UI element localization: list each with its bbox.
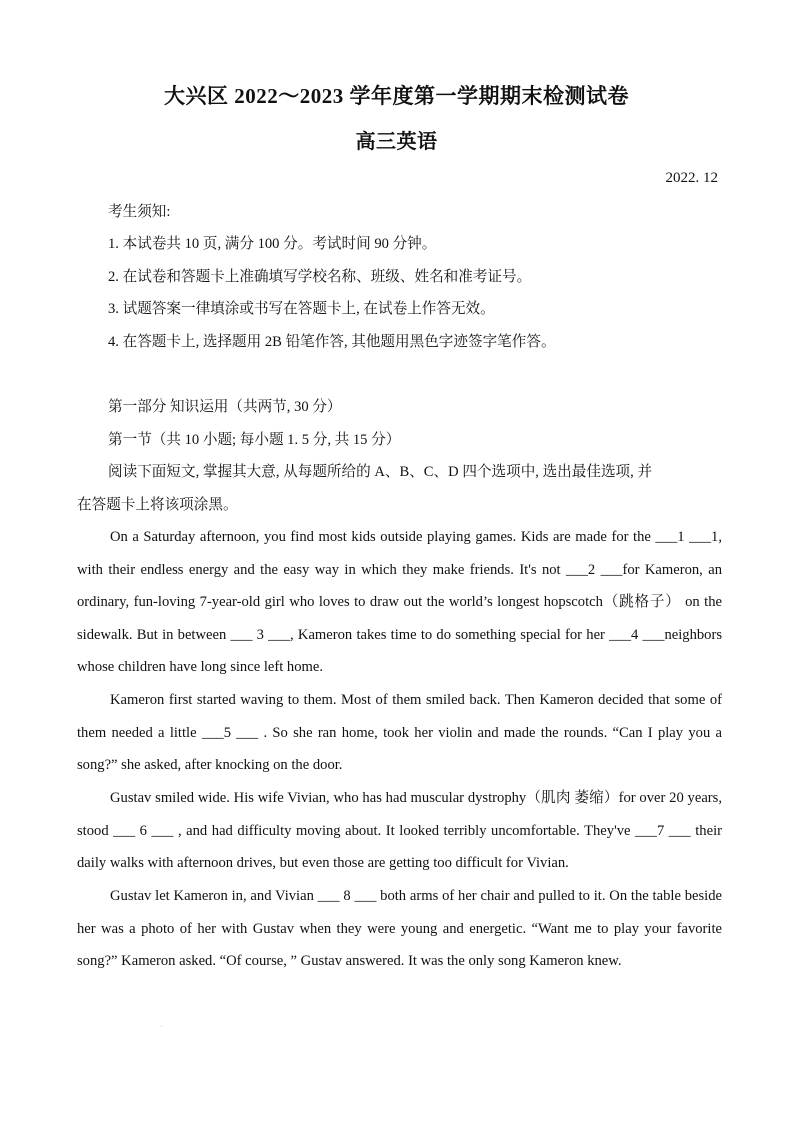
section-heading: 第一节（共 10 小题; 每小题 1. 5 分, 共 15 分） (108, 432, 401, 448)
passage-paragraph: On a Saturday afternoon, you find most kids outside playing games. Kids are made for the ___1 ___1, with their endless energy and the easy way in which they make friends. It's not ___2 ___for Kameron, an ordinary, fun-loving 7-year-old girl who loves to draw out the world’s longest hopscotch（跳格子） on the sidewalk. But in between ___ 3 ___, Kameron takes time to do something special for her ___4 ___neighbors whose children have long since left home. (77, 529, 722, 676)
exam-date: 2022. 12 (665, 170, 718, 186)
passage-paragraph: Gustav smiled wide. His wife Vivian, who has had muscular dystrophy（肌肉 萎缩）for over 20 years, stood ___ 6 ___ , and had difficulty moving about. It looked terribly uncomfortable. They've ___7 ___ their daily walks with afternoon drives, but even those are getting too difficult for Vivian. (77, 790, 722, 872)
exam-title: 大兴区 2022～2023 学年度第一学期期末检测试卷 (164, 84, 629, 108)
part-heading: 第一部分 知识运用（共两节, 30 分） (108, 399, 342, 415)
notice-item: 1. 本试卷共 10 页, 满分 100 分。考试时间 90 分钟。 (108, 236, 437, 252)
footer-mark: · (160, 1022, 163, 1031)
notice-item: 3. 试题答案一律填涂或书写在答题卡上, 在试卷上作答无效。 (108, 301, 495, 317)
notice-heading: 考生须知: (108, 204, 171, 220)
instruction-line: 阅读下面短文, 掌握其大意, 从每题所给的 A、B、C、D 四个选项中, 选出最佳选项, 并 (108, 464, 653, 480)
passage-paragraph: Kameron first started waving to them. Most of them smiled back. Then Kameron decided that some of them needed a little ___5 ___ . So she ran home, took her violin and made the rounds. “Can I play you a song?” she asked, after knocking on the door. (77, 692, 722, 774)
notice-item: 2. 在试卷和答题卡上准确填写学校名称、班级、姓名和准考证号。 (108, 269, 532, 285)
notice-item: 4. 在答题卡上, 选择题用 2B 铅笔作答, 其他题用黑色字迹签字笔作答。 (108, 334, 556, 350)
passage-paragraph: Gustav let Kameron in, and Vivian ___ 8 ___ both arms of her chair and pulled to it. On the table beside her was a photo of her with Gustav when they were young and energetic. “Want me to play your favorite song?” Kameron asked. “Of course, ” Gustav answered. It was the only song Kameron knew. (77, 888, 722, 970)
instruction-line: 在答题卡上将该项涂黑。 (77, 497, 238, 513)
exam-subtitle: 高三英语 (355, 131, 438, 153)
